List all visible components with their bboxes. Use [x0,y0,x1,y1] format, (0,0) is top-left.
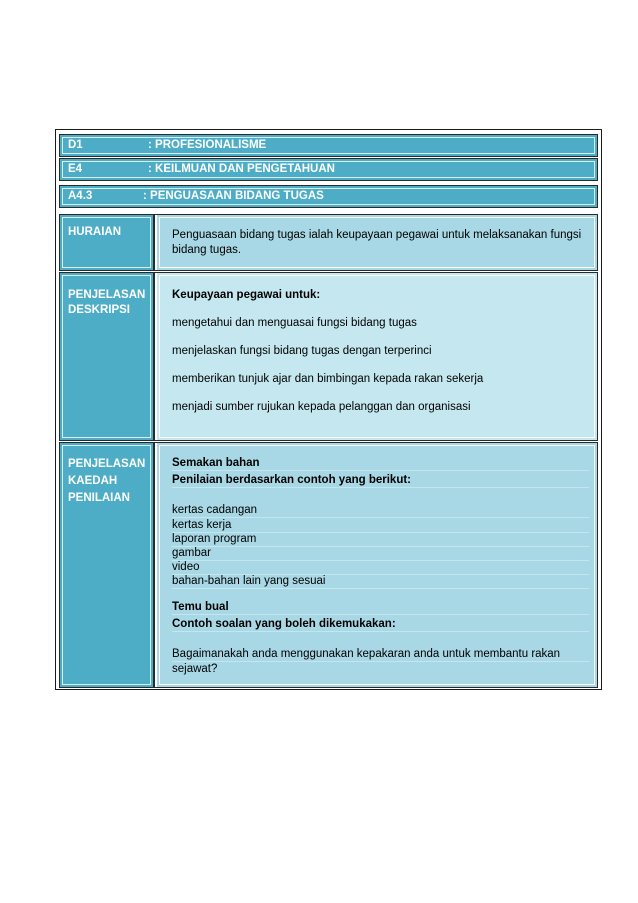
huraian-text: bidang tugas. [172,244,242,256]
kaedah-row [59,442,598,688]
deskripsi-row [59,272,598,441]
competency-table [55,129,602,690]
deskripsi-item: memberikan tunjuk ajar dan bimbingan kepada rakan sekerja [172,372,589,387]
deskripsi-heading: Keupayaan pegawai untuk: [172,288,589,303]
huraian-text: Penguasaan bidang tugas ialah keupayaan pegawai untuk melaksanakan fungsi [172,229,582,241]
example-item: gambar [172,546,589,561]
header-code: A4.3 [68,190,93,202]
question-text: Bagaimanakah anda menggunakan kepakaran anda untuk membantu rakan [172,647,589,662]
header-d1 [59,134,598,157]
deskripsi-item: menjelaskan fungsi bidang tugas dengan terperinci [172,344,589,359]
question-text: sejawat? [172,663,218,675]
method-subtitle: Contoh soalan yang boleh dikemukakan: [172,617,589,632]
deskripsi-label: PENJELASAN DESKRIPSI [60,273,155,440]
huraian-label: HURAIAN [60,215,155,270]
example-item: video [172,560,589,575]
example-item: kertas cadangan [172,503,589,518]
deskripsi-item: menjadi sumber rujukan kepada pelanggan dan organisasi [172,400,589,415]
kaedah-content [157,443,597,687]
method-subtitle: Penilaian berdasarkan contoh yang berikut: [172,473,589,488]
header-title: : PROFESIONALISME [148,139,267,151]
kaedah-label: PENJELASAN KAEDAH PENILAIAN [60,443,155,687]
huraian-row [59,214,598,271]
header-a43 [59,185,598,208]
huraian-content [157,215,597,270]
header-code: E4 [68,163,83,175]
header-title: : PENGUASAAN BIDANG TUGAS [143,190,324,202]
header-e4 [59,158,598,181]
header-title: : KEILMUAN DAN PENGETAHUAN [148,163,335,175]
method-title: Temu bual [172,600,589,615]
deskripsi-item: mengetahui dan menguasai fungsi bidang tugas [172,316,589,331]
method-title: Semakan bahan [172,456,589,471]
header-code: D1 [68,139,83,151]
example-item: laporan program [172,532,589,547]
example-item: bahan-bahan lain yang sesuai [172,574,589,589]
deskripsi-content [157,273,597,440]
example-item: kertas kerja [172,518,589,533]
